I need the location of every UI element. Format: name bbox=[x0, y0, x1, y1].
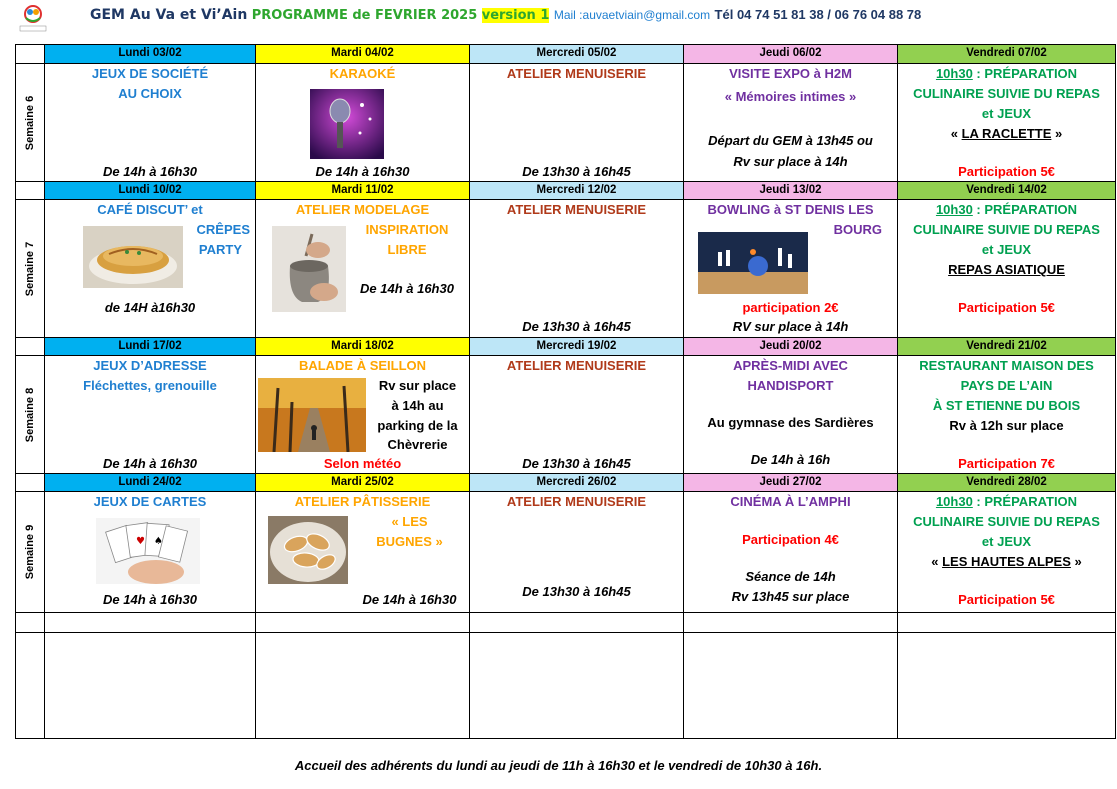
activity-subtitle: « Mémoires intimes » bbox=[724, 89, 857, 104]
gem-logo bbox=[18, 2, 48, 32]
svg-text:♥: ♥ bbox=[136, 536, 145, 547]
activity-title: INSPIRATION bbox=[365, 222, 449, 237]
header-line bbox=[90, 6, 1110, 26]
programme-title: PROGRAMME de FEVRIER 2025 bbox=[251, 8, 478, 23]
day-header: Lundi 24/02 bbox=[45, 474, 255, 491]
activity-title: PAYS DE L’AIN bbox=[960, 378, 1053, 393]
activity-title: PARTY bbox=[198, 242, 242, 257]
day-header: Lundi 03/02 bbox=[45, 45, 255, 63]
activity-info: parking de la bbox=[377, 418, 458, 433]
playing-cards-image bbox=[96, 518, 200, 584]
bugnes-image bbox=[268, 516, 348, 584]
day-header: Vendredi 28/02 bbox=[898, 474, 1115, 491]
clay-pottery-image bbox=[272, 226, 346, 312]
phone-numbers: Tél 04 74 51 81 38 / 06 76 04 88 78 bbox=[714, 7, 922, 22]
activity-info: Rv 13h45 sur place bbox=[731, 589, 850, 604]
table-right-border bbox=[1115, 44, 1116, 739]
activity-time: De 14h à 16h30 bbox=[103, 164, 197, 179]
activity-title: Fléchettes, grenouille bbox=[83, 378, 217, 393]
activity-title: CULINAIRE SUIVIE DU REPAS bbox=[913, 514, 1100, 529]
activity-title: KARAOKÉ bbox=[329, 66, 396, 81]
day-header: Mardi 11/02 bbox=[256, 182, 469, 199]
menu-dish: « LES HAUTES ALPES » bbox=[931, 554, 1082, 569]
day-header: Vendredi 21/02 bbox=[898, 338, 1115, 355]
svg-text:♠: ♠ bbox=[154, 536, 163, 547]
activity-title: CULINAIRE SUIVIE DU REPAS bbox=[913, 86, 1100, 101]
weather-note: Selon météo bbox=[323, 456, 402, 471]
activity-place: Au gymnase des Sardières bbox=[707, 415, 874, 430]
row-sep bbox=[15, 612, 1116, 613]
activity-title: 10h30 : PRÉPARATION bbox=[935, 202, 1078, 217]
day-header: Jeudi 06/02 bbox=[684, 45, 897, 63]
activity-title: BALADE À SEILLON bbox=[298, 358, 427, 373]
day-header: Jeudi 20/02 bbox=[684, 338, 897, 355]
price: Participation 5€ bbox=[958, 300, 1055, 315]
activity-time: De 14h à 16h30 bbox=[103, 592, 197, 607]
price: Participation 7€ bbox=[958, 456, 1055, 471]
day-header: Mardi 04/02 bbox=[256, 45, 469, 63]
day-header: Lundi 17/02 bbox=[45, 338, 255, 355]
activity-title: VISITE EXPO à H2M bbox=[729, 66, 852, 81]
activity-title: JEUX DE SOCIÉTÉ bbox=[91, 66, 209, 81]
activity-info: Départ du GEM à 13h45 ou bbox=[708, 133, 873, 148]
day-header: Mercredi 05/02 bbox=[470, 45, 683, 63]
activity-title: ATELIER MENUISERIE bbox=[506, 202, 647, 217]
activity-title: 10h30 : PRÉPARATION bbox=[935, 494, 1078, 509]
activity-info: Rv à 12h sur place bbox=[949, 418, 1064, 433]
activity-time: De 13h30 à 16h45 bbox=[522, 584, 631, 599]
activity-title: BOURG bbox=[833, 222, 882, 237]
activity-title: BUGNES » bbox=[376, 534, 443, 549]
activity-title: À ST ETIENNE DU BOIS bbox=[932, 398, 1081, 413]
autumn-walk-image bbox=[258, 378, 366, 452]
day-header: Jeudi 13/02 bbox=[684, 182, 897, 199]
karaoke-image bbox=[310, 89, 384, 159]
day-header: Mardi 18/02 bbox=[256, 338, 469, 355]
version-badge: version 1 bbox=[481, 8, 550, 23]
week-label: Semaine 9 bbox=[24, 524, 37, 580]
menu-dish: REPAS ASIATIQUE bbox=[948, 262, 1065, 277]
activity-title: et JEUX bbox=[981, 106, 1032, 121]
day-header: Mercredi 19/02 bbox=[470, 338, 683, 355]
activity-time: De 14h à 16h bbox=[750, 452, 831, 467]
price: Participation 5€ bbox=[958, 164, 1055, 179]
activity-title: ATELIER MENUISERIE bbox=[506, 494, 647, 509]
row-sep bbox=[15, 632, 1116, 633]
activity-title: RESTAURANT MAISON DES bbox=[919, 358, 1094, 373]
day-header: Vendredi 14/02 bbox=[898, 182, 1115, 199]
activity-title: CAFÉ DISCUT’ et bbox=[97, 202, 203, 217]
price: Participation 4€ bbox=[742, 532, 839, 547]
activity-title: « LES bbox=[391, 514, 428, 529]
activity-info: Séance de 14h bbox=[745, 569, 836, 584]
activity-title: CINÉMA À L’AMPHI bbox=[730, 494, 851, 509]
col-sep bbox=[255, 44, 256, 739]
activity-time: De 14h à 16h30 bbox=[315, 164, 410, 179]
activity-title: AU CHOIX bbox=[118, 86, 182, 101]
day-header: Mardi 25/02 bbox=[256, 474, 469, 491]
activity-title: HANDISPORT bbox=[747, 378, 834, 393]
activity-time: De 13h30 à 16h45 bbox=[522, 456, 631, 471]
activity-time: De 13h30 à 16h45 bbox=[522, 164, 631, 179]
activity-info: Rv sur place bbox=[378, 378, 457, 393]
activity-info: Chèvrerie bbox=[387, 437, 448, 452]
day-header: Lundi 10/02 bbox=[45, 182, 255, 199]
activity-title: ATELIER MODELAGE bbox=[295, 202, 430, 217]
activity-title: ATELIER PÂTISSERIE bbox=[294, 494, 431, 509]
activity-title: BOWLING à ST DENIS LES bbox=[707, 202, 874, 217]
day-header: Jeudi 27/02 bbox=[684, 474, 897, 491]
activity-time: De 14h à 16h30 bbox=[362, 592, 457, 607]
week-label: Semaine 8 bbox=[24, 387, 37, 442]
activity-time: De 14h à 16h30 bbox=[103, 456, 197, 471]
activity-title: LIBRE bbox=[387, 242, 427, 257]
table-bottom-border bbox=[15, 738, 1116, 739]
mail-link[interactable]: Mail :auvaetviain@gmail.com bbox=[553, 8, 711, 22]
price: participation 2€ bbox=[742, 300, 839, 315]
activity-title: et JEUX bbox=[981, 242, 1032, 257]
org-name: GEM Au Va et Vi’Ain bbox=[90, 7, 248, 23]
activity-title: et JEUX bbox=[981, 534, 1032, 549]
activity-info: à 14h au bbox=[391, 398, 444, 413]
day-header: Vendredi 07/02 bbox=[898, 45, 1115, 63]
activity-title: APRÈS-MIDI AVEC bbox=[733, 358, 848, 373]
price: Participation 5€ bbox=[958, 592, 1055, 607]
activity-title: CRÊPES bbox=[196, 222, 250, 237]
activity-title: ATELIER MENUISERIE bbox=[506, 66, 647, 81]
activity-info: Rv sur place à 14h bbox=[733, 154, 848, 169]
activity-time: De 13h30 à 16h45 bbox=[522, 319, 631, 334]
bowling-image bbox=[698, 232, 808, 294]
menu-dish: « LA RACLETTE » bbox=[950, 126, 1063, 141]
activity-time: De 14h à 16h30 bbox=[360, 281, 454, 296]
week-label: Semaine 7 bbox=[24, 241, 37, 296]
activity-title: 10h30 : PRÉPARATION bbox=[935, 66, 1078, 81]
opening-hours-note: Accueil des adhérents du lundi au jeudi de 11h à 16h30 et le vendredi de 10h30 à 16h. bbox=[294, 758, 823, 773]
week-label: Semaine 6 bbox=[24, 95, 37, 150]
day-header: Mercredi 12/02 bbox=[470, 182, 683, 199]
activity-title: JEUX DE CARTES bbox=[93, 494, 207, 509]
activity-title: CULINAIRE SUIVIE DU REPAS bbox=[913, 222, 1100, 237]
activity-title: ATELIER MENUISERIE bbox=[506, 358, 647, 373]
activity-title: JEUX D’ADRESSE bbox=[93, 358, 207, 373]
activity-info: RV sur place à 14h bbox=[732, 319, 849, 334]
activity-time: de 14H à16h30 bbox=[104, 300, 196, 315]
col-sep bbox=[469, 44, 470, 739]
day-header: Mercredi 26/02 bbox=[470, 474, 683, 491]
